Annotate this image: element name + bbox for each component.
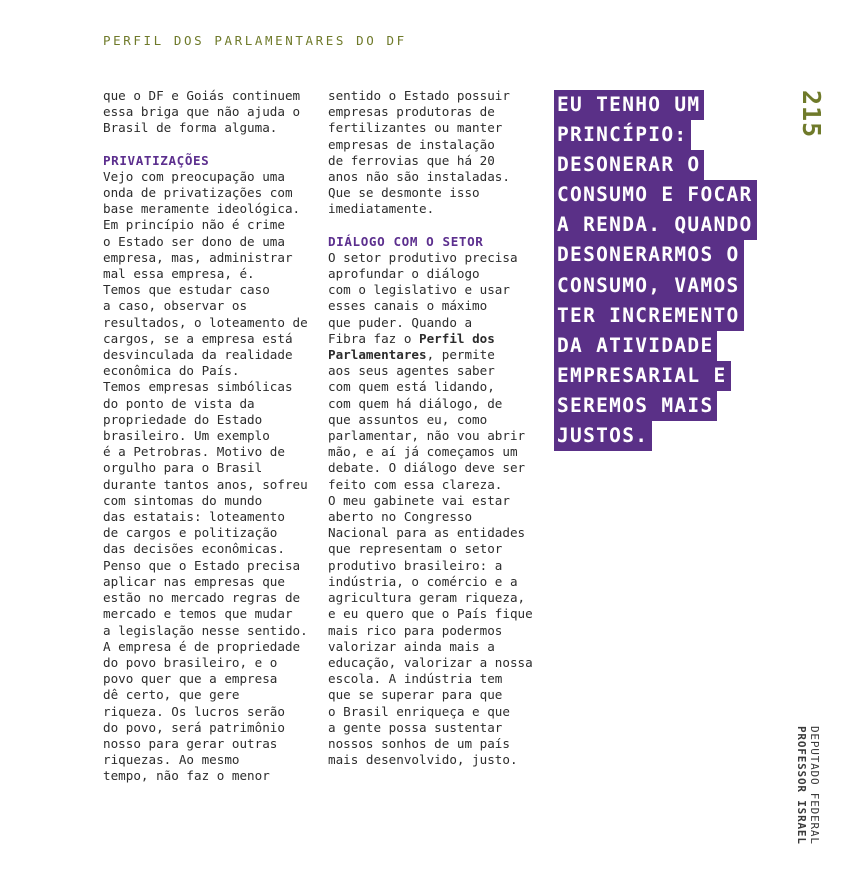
paragraph-line: com quem está lidando, (328, 379, 495, 395)
paragraph-line: riquezas. Ao mesmo (103, 752, 240, 768)
paragraph-line: a legislação nesse sentido. (103, 622, 308, 638)
paragraph-line: riqueza. Os lucros serão (103, 703, 285, 719)
paragraph-line: empresa, mas, administrar (103, 249, 293, 265)
pull-quote-line: A RENDA. QUANDO (554, 210, 757, 240)
side-label-name: PROFESSOR ISRAEL (795, 726, 808, 845)
paragraph-line: aplicar nas empresas que (103, 573, 285, 589)
paragraph-line: propriedade do Estado (103, 411, 263, 427)
paragraph-line: que puder. Quando a (328, 314, 473, 330)
paragraph-line: agricultura geram riqueza, (328, 590, 526, 606)
paragraph-line: educação, valorizar a nossa (328, 654, 533, 670)
paragraph-line: Brasil de forma alguma. (103, 120, 278, 136)
paragraph-line: anos não são instaladas. (328, 169, 510, 185)
paragraph-line: do povo, será patrimônio (103, 719, 285, 735)
paragraph-line: Vejo com preocupação uma (103, 168, 285, 184)
pull-quote-line: SEREMOS MAIS (554, 391, 717, 421)
paragraph-line: econômica do País. (103, 363, 240, 379)
paragraph-line: a caso, observar os (103, 298, 248, 314)
paragraph-line: aos seus agentes saber (328, 363, 495, 379)
paragraph-line: base meramente ideológica. (103, 201, 301, 217)
paragraph-line: O meu gabinete vai estar (328, 492, 510, 508)
paragraph-line: durante tantos anos, sofreu (103, 476, 308, 492)
pull-quote-line: PRINCÍPIO: (554, 120, 691, 150)
pull-quote (554, 90, 794, 451)
paragraph-line: o Brasil enriqueça e que (328, 703, 510, 719)
paragraph-line: parlamentar, não vou abrir (328, 428, 526, 444)
paragraph-line: sentido o Estado possuir (328, 88, 510, 103)
paragraph-line: essa briga que não ajuda o (103, 104, 301, 120)
paragraph-line: Fibra faz o Perfil dos (328, 330, 495, 346)
paragraph-line: do povo brasileiro, e o (103, 654, 278, 670)
paragraph-line: valorizar ainda mais a (328, 638, 495, 654)
paragraph-line: cargos, se a empresa está (103, 330, 293, 346)
paragraph-line: onda de privatizações com (103, 185, 293, 201)
paragraph-line: mal essa empresa, é. (103, 266, 255, 282)
page-number: 215 (797, 90, 826, 139)
paragraph-line: com quem há diálogo, de (328, 395, 503, 411)
paragraph-line: do ponto de vista da (103, 395, 255, 411)
pull-quote-line: JUSTOS. (554, 421, 652, 451)
paragraph-line: Em princípio não é crime (103, 217, 285, 233)
paragraph-line: orgulho para o Brasil (103, 460, 263, 476)
pull-quote-line: EMPRESARIAL E (554, 361, 731, 391)
paragraph-line: escola. A indústria tem (328, 671, 503, 687)
pull-quote-line: EU TENHO UM (554, 90, 704, 120)
pull-quote-line: DESONERARMOS O (554, 240, 744, 270)
paragraph-line: que se superar para que (328, 687, 503, 703)
paragraph-line: estão no mercado regras de (103, 590, 301, 606)
paragraph-line: mercado e temos que mudar (103, 606, 293, 622)
paragraph-line: O setor produtivo precisa (328, 249, 518, 265)
paragraph-line: com o legislativo e usar (328, 282, 510, 298)
text-column-1 (103, 88, 311, 785)
paragraph-line: esses canais o máximo (328, 298, 488, 314)
paragraph-line: nossos sonhos de um país (328, 735, 510, 751)
paragraph-line: resultados, o loteamento de (103, 314, 308, 330)
side-label-role: DEPUTADO FEDERAL (808, 726, 821, 845)
pull-quote-line: CONSUMO, VAMOS (554, 271, 744, 301)
paragraph-line: debate. O diálogo deve ser (328, 460, 526, 476)
paragraph-line: fertilizantes ou manter (328, 120, 503, 136)
pull-quote-line: DESONERAR O (554, 150, 704, 180)
paragraph-line: com sintomas do mundo (103, 492, 263, 508)
paragraph-line: nosso para gerar outras (103, 735, 278, 751)
paragraph-line: imediatamente. (328, 201, 435, 217)
running-header: PERFIL DOS PARLAMENTARES DO DF (103, 33, 407, 48)
paragraph-line: povo quer que a empresa (103, 671, 278, 687)
paragraph-line: o Estado ser dono de uma (103, 233, 285, 249)
paragraph-line: é a Petrobras. Motivo de (103, 444, 285, 460)
text-column-2 (328, 88, 538, 768)
paragraph-line: das estatais: loteamento (103, 509, 285, 525)
paragraph-line: Parlamentares, permite (328, 347, 495, 363)
paragraph-line: Temos que estudar caso (103, 282, 270, 298)
paragraph-line: que assuntos eu, como (328, 411, 488, 427)
paragraph-line: que o DF e Goiás continuem (103, 88, 301, 103)
bold-publication-title: Perfil dos (419, 330, 495, 346)
paragraph-line: aberto no Congresso (328, 509, 473, 525)
paragraph-line: mais desenvolvido, justo. (328, 752, 518, 768)
paragraph-line: tempo, não faz o menor (103, 768, 270, 784)
paragraph-line: que representam o setor (328, 541, 503, 557)
pull-quote-line: CONSUMO E FOCAR (554, 180, 757, 210)
paragraph-line: das decisões econômicas. (103, 541, 285, 557)
paragraph-line: e eu quero que o País fique (328, 606, 533, 622)
paragraph-line: empresas produtoras de (328, 104, 495, 120)
paragraph-line: a gente possa sustentar (328, 719, 503, 735)
paragraph-line: Nacional para as entidades (328, 525, 526, 541)
pull-quote-line: TER INCREMENTO (554, 301, 744, 331)
paragraph-line: de cargos e politização (103, 525, 278, 541)
section-heading-privatizacoes: PRIVATIZAÇÕES (103, 152, 210, 168)
paragraph-line: aprofundar o diálogo (328, 266, 480, 282)
paragraph-line: indústria, o comércio e a (328, 573, 518, 589)
section-heading-dialogo: DIÁLOGO COM O SETOR (328, 233, 484, 249)
paragraph-line: dê certo, que gere (103, 687, 240, 703)
side-label (795, 726, 821, 845)
paragraph-line: Que se desmonte isso (328, 185, 480, 201)
paragraph-line: mais rico para podermos (328, 622, 503, 638)
paragraph-line: produtivo brasileiro: a (328, 557, 503, 573)
paragraph-line: mão, e aí já começamos um (328, 444, 518, 460)
paragraph-line: desvinculada da realidade (103, 347, 293, 363)
paragraph-line: A empresa é de propriedade (103, 638, 301, 654)
paragraph-line: feito com essa clareza. (328, 476, 503, 492)
paragraph-line: Temos empresas simbólicas (103, 379, 293, 395)
paragraph-line: empresas de instalação (328, 136, 495, 152)
bold-publication-title-cont: Parlamentares (328, 347, 427, 363)
paragraph-line: de ferrovias que há 20 (328, 152, 495, 168)
paragraph-line: Penso que o Estado precisa (103, 557, 301, 573)
paragraph-line: brasileiro. Um exemplo (103, 428, 270, 444)
pull-quote-line: DA ATIVIDADE (554, 331, 717, 361)
